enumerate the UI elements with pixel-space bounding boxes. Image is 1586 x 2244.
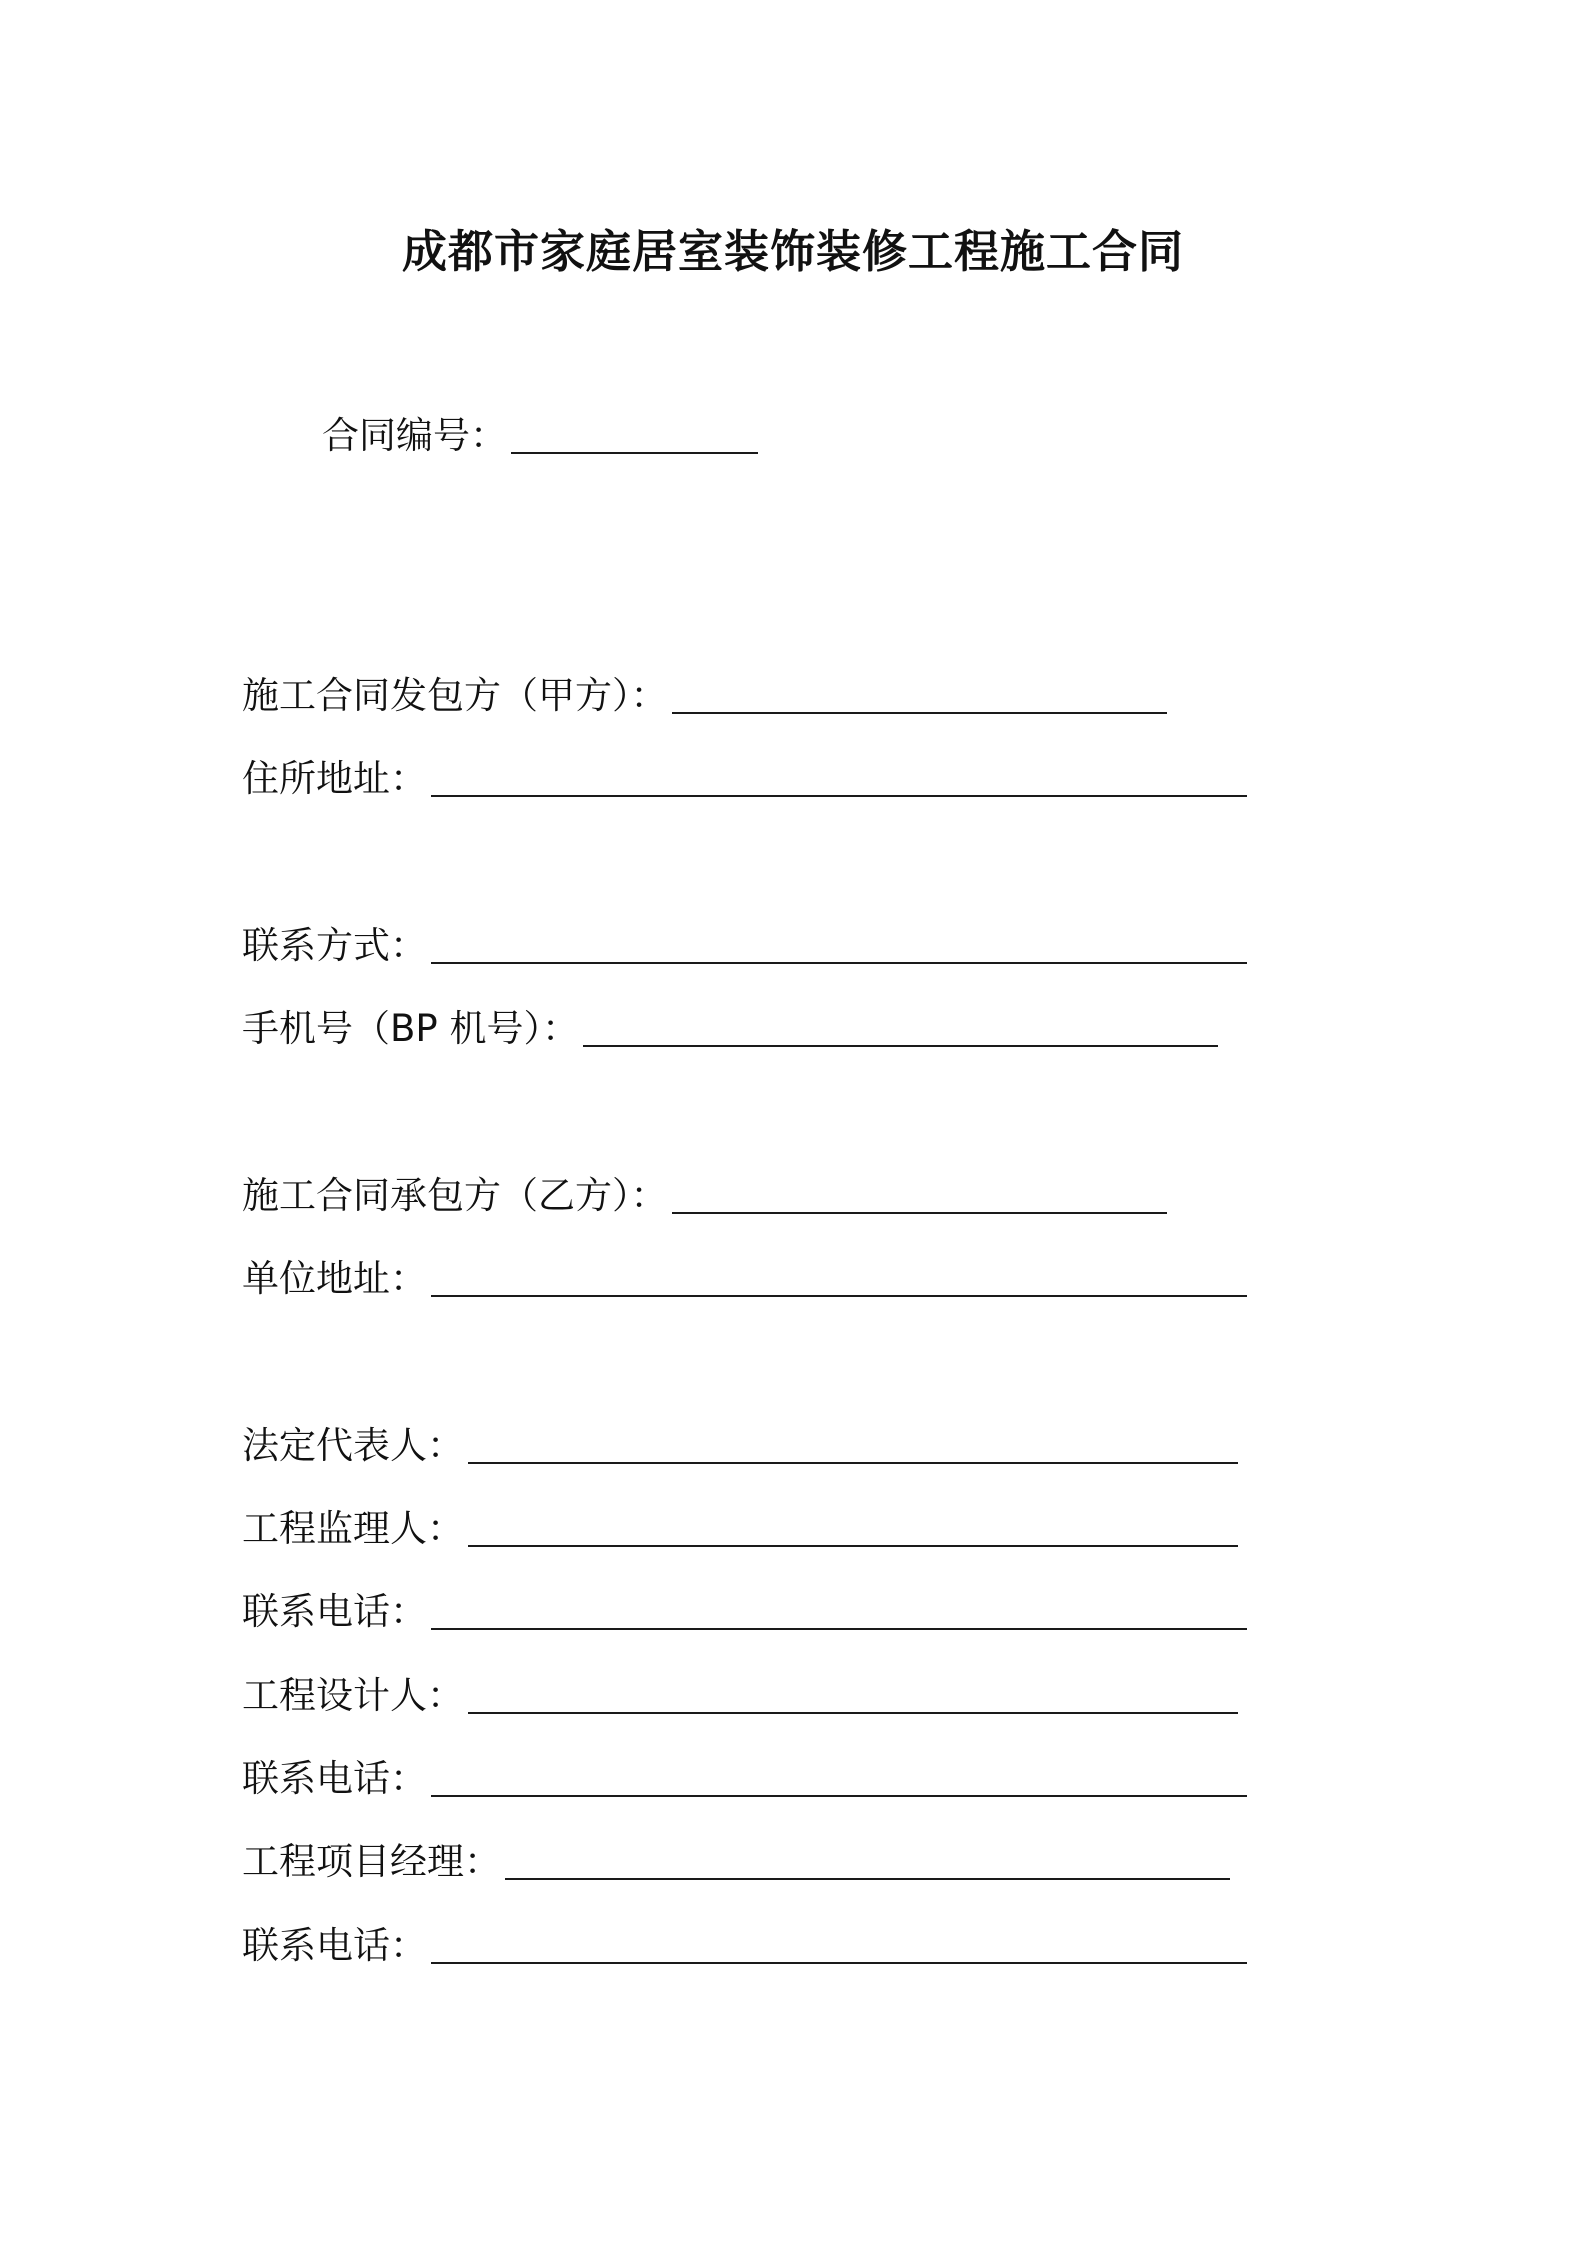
- designer-phone-blank[interactable]: [431, 1795, 1247, 1797]
- project-supervisor-label: 工程监理人：: [242, 1507, 464, 1550]
- project-designer-blank[interactable]: [468, 1712, 1238, 1714]
- party-b-address-field: [242, 1253, 1247, 1305]
- supervisor-phone-label: 联系电话：: [242, 1590, 427, 1633]
- project-manager-label: 工程项目经理：: [242, 1840, 501, 1883]
- supervisor-phone-field: [242, 1586, 1247, 1638]
- page-title: 成都市家庭居室装饰装修工程施工合同: [401, 225, 1184, 278]
- project-manager-field: [242, 1836, 1230, 1888]
- project-designer-field: [242, 1670, 1238, 1722]
- party-a-address-label: 住所地址：: [242, 757, 427, 800]
- manager-phone-label: 联系电话：: [242, 1924, 427, 1967]
- party-a-mobile-label: 手机号（BP 机号）：: [242, 1007, 579, 1050]
- party-a-address-field: [242, 753, 1247, 805]
- legal-representative-label: 法定代表人：: [242, 1424, 464, 1467]
- manager-phone-blank[interactable]: [431, 1962, 1247, 1964]
- party-b-blank[interactable]: [672, 1212, 1167, 1214]
- supervisor-phone-blank[interactable]: [431, 1628, 1247, 1630]
- legal-representative-field: [242, 1420, 1238, 1472]
- designer-phone-field: [242, 1753, 1247, 1805]
- legal-representative-blank[interactable]: [468, 1462, 1238, 1464]
- contract-number-label: 合同编号：: [322, 414, 507, 457]
- project-supervisor-blank[interactable]: [468, 1545, 1238, 1547]
- party-b-label: 施工合同承包方（乙方）：: [242, 1174, 668, 1217]
- party-b-field: [242, 1170, 1167, 1222]
- project-supervisor-field: [242, 1503, 1238, 1555]
- project-designer-label: 工程设计人：: [242, 1674, 464, 1717]
- project-manager-blank[interactable]: [505, 1878, 1230, 1880]
- party-a-mobile-field: [242, 1003, 1218, 1055]
- party-a-field: [242, 670, 1167, 722]
- manager-phone-field: [242, 1920, 1247, 1972]
- party-a-label: 施工合同发包方（甲方）：: [242, 674, 668, 717]
- party-b-address-blank[interactable]: [431, 1295, 1247, 1297]
- contract-number-blank[interactable]: [511, 452, 758, 454]
- contract-number-field: [322, 410, 758, 462]
- designer-phone-label: 联系电话：: [242, 1757, 427, 1800]
- party-a-contact-field: [242, 920, 1247, 972]
- party-a-contact-label: 联系方式：: [242, 924, 427, 967]
- party-a-mobile-blank[interactable]: [583, 1045, 1218, 1047]
- party-b-address-label: 单位地址：: [242, 1257, 427, 1300]
- party-a-blank[interactable]: [672, 712, 1167, 714]
- party-a-contact-blank[interactable]: [431, 962, 1247, 964]
- party-a-address-blank[interactable]: [431, 795, 1247, 797]
